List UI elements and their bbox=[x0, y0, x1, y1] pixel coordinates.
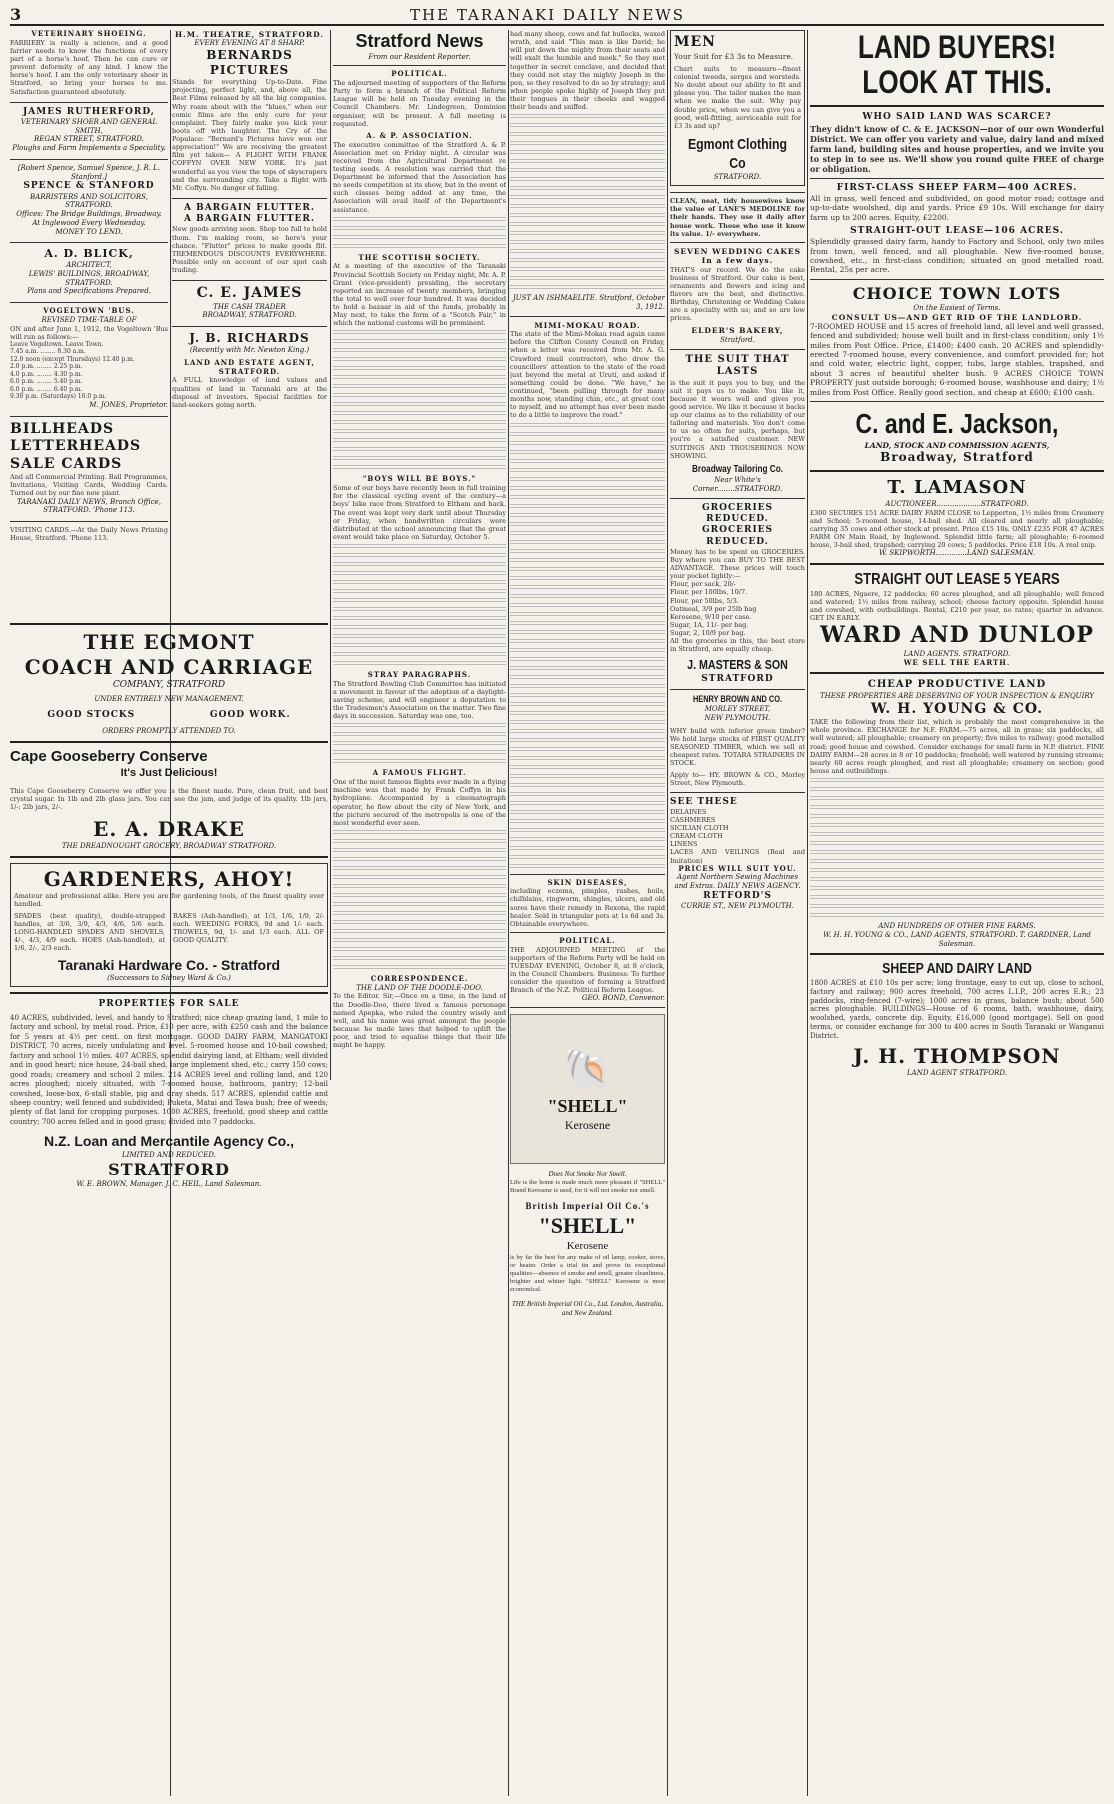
consult-heading: CONSULT US—AND GET RID OF THE LANDLORD. bbox=[831, 312, 1083, 322]
dairy-heading: SHEEP AND DAIRY LAND bbox=[882, 960, 1032, 978]
lanes-text: CLEAN, neat, tidy housewives know the value of LANE'S MEDOLINE for their hands. They use it daily after house work. Those who use it know its value. 1/- everywhere. bbox=[670, 197, 805, 238]
skipworth: W. SKIPWORTH..............LAND SALESMAN. bbox=[878, 549, 1036, 558]
shell-company: British Imperial Oil Co.'s bbox=[525, 1201, 650, 1212]
political2-text: THE ADJOURNED MEETING of the supporters of the Reform Party will be held on TUESDAY EVENING, October 8, at 8 o'clock, in the Council Chambers. Business: To further consider the question of forming a Stratford Branch of the N.Z. Political Reform League. bbox=[510, 945, 665, 995]
political-heading: POLITICAL. bbox=[391, 69, 448, 79]
political-text: The adjourned meeting of supporters of the Reform Party to form a branch of the Political Reform League will be held on Tuesday evening in the Council Chambers. Mr. Lindegreen, Dominion organiser, will be present. A full meeting is requested. bbox=[333, 79, 506, 128]
shell-text2: is by far the best for any make of oil lamp, cooker, stove, or heater. Order a trial tin and prove its exceptional qualities—absence of smoke and smell, greater cleanliness, brighter and whiter light. "SHELL" Kerosene is most economical. bbox=[510, 1253, 665, 1294]
choice-sub: On the Easiest of Terms. bbox=[913, 303, 1001, 312]
egmont-coach-ad bbox=[10, 618, 328, 1188]
print-footer: TARANAKI DAILY NEWS, Branch Office, STRATFORD. 'Phone 113. bbox=[16, 497, 162, 515]
columns bbox=[10, 30, 1104, 1796]
political2-heading: POLITICAL. bbox=[559, 935, 616, 945]
boys-heading: "BOYS WILL BE BOYS." bbox=[362, 474, 477, 484]
salecards: SALE CARDS bbox=[10, 455, 123, 472]
spence-line: MONEY TO LEND. bbox=[55, 227, 123, 236]
ward-name: WARD AND DUNLOP bbox=[820, 622, 1094, 649]
see-item: LINENS bbox=[670, 840, 698, 849]
blick-line: LEWIS' BUILDINGS, BROADWAY, STRATFORD. bbox=[28, 269, 150, 287]
thompson-sub: LAND AGENT STRATFORD. bbox=[907, 1069, 1007, 1078]
lamason-text: £300 SECURES 151 ACRE DAIRY FARM CLOSE to Lepperton, 1½ miles from Creamery and School; 5-roomed house, 14-bail shed. All cleared and nearly all ploughable; carrying 35 cows and other stock at present. Price £15 10s. ONLY £235 FOR 47 ACRES FARM ON Main Road, by Inglewood. Splendid little farm; all ploughable; 6-roomed house, 3-bail shed, trapshed; carrying 20 cows; 5 paddocks. Price £18 10s. A real snip. bbox=[810, 508, 1104, 549]
sheep-farm-heading: FIRST-CLASS SHEEP FARM—400 ACRES. bbox=[836, 182, 1078, 193]
james-line: BROADWAY, STRATFORD. bbox=[202, 311, 297, 320]
spence-line: At Inglewood Every Wednesday. bbox=[32, 218, 146, 227]
jackson-addr: Broadway, Stratford bbox=[880, 450, 1034, 465]
column-6 bbox=[810, 30, 1104, 1796]
gardeners-text: Amateur and professional alike. Here you are for gardening tools, of the finest quality ever handled. bbox=[14, 891, 324, 908]
lots-text: 7-ROOMED HOUSE and 15 acres of freehold land, all level and well grassed, fenced and subdivided; house well built and in first-class condition; only 1½ miles from Post Office. Price, £1400; £400 cash. 20 ACRES and splendidly-erected 7-roomed house, every convenience, and comfort provided for; hot and cold water, electric light, copper, tubs, large stables, trapshed, and about 3 acres of beautiful shelter bush. 9 ACRES CHOICE TOWN PROPERTY just outside borough; 6-roomed house, washhouse and dairy; 1½ miles from Post Office. Really good section, and cheap at £600; £100 cash. bbox=[810, 321, 1104, 397]
brown-name: HENRY BROWN AND CO. bbox=[692, 693, 783, 704]
egmont-clothing: Egmont Clothing Co bbox=[687, 135, 788, 172]
retford-name: RETFORD'S bbox=[703, 890, 772, 901]
broadway-addr: Near White's Corner........STRATFORD. bbox=[692, 476, 783, 493]
masters-city: STRATFORD bbox=[701, 673, 774, 684]
men-text: Your Suit for £3 3s to Measure. bbox=[674, 51, 794, 61]
theatre-sub: EVERY EVENING AT 8 SHARP. bbox=[194, 39, 305, 48]
young-text: TAKE the following from their list, which is probably the most comprehensive in the whole province. EXCHANGE for N.F. FARM.—75 acres, all in grass; six paddocks, all well watered; all ploughable; creamery on property; five miles to railway; good metalled road; good house and cowshed. Consider exchange for small farm in N.P. district. FINE DAIRY FARM—28 acres in 8 or 10 paddocks; freehold; well watered by running streams; nearly 60 acres rough ploughed, and rest all ploughable; creamery on section; good house and outbuildings. bbox=[810, 718, 1104, 775]
groceries-note: All the groceries in this, the best store in Stratford, are equally cheap. bbox=[670, 637, 805, 654]
thompson-name: J. H. THOMPSON bbox=[853, 1044, 1061, 1069]
story-text: had many sheep, cows and fat bullocks, waxed wrath, and said "This man is like David; he will put down the mighty from their seats and will exalt the humble and meek." So they met together in secret conclave, and decided that they could not stay the mighty Joseph in the pen, so they resolved to do so by strategy; and when people spoke highly of Joseph they put their tongues in their cheeks and wagged their heads and sniffed. bbox=[510, 30, 665, 112]
cape-tagline: It's Just Delicious! bbox=[120, 766, 218, 779]
newspaper-title: THE TARANAKI DAILY NEWS bbox=[410, 5, 686, 24]
orders-prompt: ORDERS PROMPTLY ATTENDED TO. bbox=[102, 727, 236, 736]
rutherford-line: REGAN STREET, STRATFORD. bbox=[34, 135, 144, 144]
bernards-text: Stands for everything Up-to-Date. Fine projecting, perfect light, and, above all, the Best Films released by all the big companies. Why roam about with the "blues," when our comic films are the only cure for your complaint. They fairly make you kick your boots off with laughter. The Cry of the Populace: "Bernard's Pictures have won our appreciation!" We are receiving the greatest film yet taken— A FLIGHT WITH FRANK COFFYN OVER NEW YORK. It's just wonderful as you view the tops of skyscrapers and the surrounding city. Take a flight with Mr. Coffyn. No danger of falling. bbox=[172, 78, 327, 192]
skin-text: including eczema, pimples, rashes, boils, chilblains, ringworm, shingles, ulcers, and old sores have their remedy in Rexona, the rapid healer. Sold in triangular pots at 1s 6d and 3s. Obtainable everywhere. bbox=[510, 887, 665, 928]
men-ad bbox=[670, 30, 805, 186]
shell-name: "SHELL" bbox=[547, 1096, 628, 1117]
grocery-item: Flour, per sack, 20/- bbox=[670, 580, 736, 589]
see-item: CASHMERES bbox=[670, 815, 716, 824]
flutter-heading: A BARGAIN FLUTTER. bbox=[183, 214, 316, 225]
theatre-heading: H.M. THEATRE, STRATFORD. bbox=[175, 30, 324, 39]
mimi-heading: MIMI-MOKAU ROAD. bbox=[534, 320, 641, 330]
column-1 bbox=[10, 30, 168, 615]
retford-addr: CURRIE ST., NEW PLYMOUTH. bbox=[681, 902, 794, 911]
hardware-sub: (Successors to Sidney Ward & Co.) bbox=[107, 974, 231, 982]
gardeners-heading: GARDENERS, AHOY! bbox=[43, 866, 295, 891]
vet-heading: VETERINARY SHOEING. bbox=[31, 30, 147, 38]
page-number: 3 bbox=[10, 5, 22, 24]
elder-city: Stratford. bbox=[720, 335, 755, 344]
tools-right: RAKES (Ash-handled), at 1/3, 1/6, 1/9, 2/- each. WEEDING FORKS, 9d and 1/- each. TROWELS, 9d, 1/- and 1/3 each. ALL OF GOOD QUALITY. bbox=[173, 911, 324, 945]
flutter-heading: A BARGAIN FLUTTER. bbox=[183, 202, 316, 213]
print-text: And all Commercial Printing. Ball Programmes, Invitations, Visiting Cards, Wedding Cards. Turned out by our fine new plant. bbox=[10, 473, 168, 498]
brown-line: MORLEY STREET, bbox=[704, 705, 771, 714]
brown-text: WHY build with inferior green timber? We hold large stocks of FIRST QUALITY SEASONED TIMBER, which we sell at cheapest rates. TOTARA STRAINERS IN STOCK. bbox=[670, 726, 805, 768]
column-5 bbox=[670, 30, 805, 1796]
young-footer: AND HUNDREDS OF OTHER FINE FARMS. bbox=[878, 922, 1036, 930]
bus-row: 7.45 a.m. ........ 8.30 a.m. bbox=[10, 348, 86, 356]
who-text: They didn't know of C. & E. JACKSON—nor of our own Wonderful District. We can offer you variety and value, dairy land and mixed farm land, building sites and house properties, and we invite you to step in to see us. We'll show you round quite FREE of charge or obligation. bbox=[810, 123, 1104, 174]
bus-row: 4.0 p.m. ........ 4.30 p.m. bbox=[10, 370, 83, 378]
suit-text: is the suit it pays you to buy, and the suit it pays us to make. You like it, because it wears well and gives you good service. We like it because it backs up our claims as to the reliability of our tailoring and materials. You don't come to us so often for suits, perhaps, but you're a satisfied customer. NEW SUITINGS AND TROUSERINGS NOW SHOWING. bbox=[670, 378, 805, 460]
drake-sub: THE DREADNOUGHT GROCERY, BROADWAY STRATFORD. bbox=[61, 841, 277, 850]
masthead bbox=[10, 6, 1104, 26]
cheap-heading: CHEAP PRODUCTIVE LAND bbox=[867, 679, 1047, 691]
ap-text: The executive committee of the Stratford A. & P. Association met on Friday night. A circular was received from the Agricultural Department re testing seeds. A resolution was carried that the Department be informed that the Association has no seeds competition at its show, but in the event of such classes being added at any time, the Association will avail itself of the Department's assistance. bbox=[333, 140, 506, 214]
shell-footer: THE British Imperial Oil Co., Ltd. London, Australia, and New Zealand. bbox=[511, 1300, 664, 1317]
suit-heading: THE SUIT THAT LASTS bbox=[685, 353, 790, 377]
flight-text: One of the most famous flights ever made in a flying machine was that made by Frank Coffyn in his hydroplane. Accompanied by a cinematograph operator, he flew about the city of New York, and the picture secured of the metropolis is one of the most wonderful ever seen. bbox=[333, 778, 506, 827]
see-item: LACES AND VEILINGS (Real and Imitation) bbox=[670, 848, 805, 865]
boys-text: Some of our boys have recently been in full training for the classical cycling event of the century—a boys' bike race from Stratford to Eltham and back. The event was kept very dark until about Thursday or Friday, when handwritten circulars were distributed at the school announcing that the great event would take place on Saturday, October 5. bbox=[333, 484, 506, 541]
grocery-item: Flour, per 100lbs, 10/7. bbox=[670, 588, 748, 597]
ap-heading: A. & P. ASSOCIATION. bbox=[366, 130, 473, 140]
see-item: PRICES WILL SUIT YOU. bbox=[678, 863, 797, 873]
rutherford-line: Ploughs and Farm Implements a Speciality. bbox=[12, 144, 166, 153]
bus-sub: REVISED TIME-TABLE OF bbox=[41, 315, 137, 324]
lamason-sub: AUCTIONEER....................STRATFORD. bbox=[885, 499, 1029, 508]
cakes-heading: SEVEN WEDDING CAKES In a few days. bbox=[673, 246, 802, 266]
groceries-text: Money has to be spent on GROCERIES. Buy where you can BUY TO THE BEST ADVANTAGE. These prices will touch your pocket lightly:— bbox=[670, 547, 805, 581]
corr-text: To the Editor. Sir,—Once on a time, in the land of the Doodle-Doo, there lived a famous personage named Apepka, who ruled the country wisely and well, and his name was great amongst the people because he made laws that helped to uplift the poor, and tried to equalise things that their life might be happy. bbox=[333, 992, 506, 1050]
column-3 bbox=[333, 30, 506, 1796]
apply-text: Apply to— HY. BROWN & CO., Morley Street, New Plymouth. bbox=[670, 771, 805, 788]
letterheads: LETTERHEADS bbox=[10, 438, 142, 455]
stratford-news-heading: Stratford News bbox=[355, 31, 484, 51]
see-item: DELAINES bbox=[670, 807, 707, 816]
egmont-coach-sub: COMPANY, STRATFORD bbox=[112, 680, 226, 690]
grocery-item: Flour, per 50lbs, 5/3. bbox=[670, 596, 739, 605]
cheap-sub: THESE PROPERTIES ARE DESERVING OF YOUR INSPECTION & ENQUIRY bbox=[819, 691, 1095, 700]
stray-heading: STRAY PARAGRAPHS. bbox=[367, 670, 472, 679]
lease-text: Splendidly grassed dairy farm, handy to Factory and School, only two miles from town, well fenced, and all ploughable. New five-roomed house, cowshed, etc., in first-class condition; situated on good metalled road. Rental, 25s per acre. bbox=[810, 237, 1104, 275]
shell-illustration bbox=[510, 1014, 665, 1164]
bus-heading: VOGELTOWN 'BUS. bbox=[43, 306, 135, 316]
grocery-item: Sugar, 1A, 11/- per bag. bbox=[670, 620, 749, 629]
look-heading: LOOK AT THIS. bbox=[862, 64, 1052, 101]
bus-row: 6.0 p.m. ........ 6.40 p.m. bbox=[10, 385, 83, 393]
dairy-text: 1800 ACRES at £10 10s per acre; long frontage, easy to cut up, close to school, factory and railway; 900 acres freehold, 700 acres L.I.P., 200 acres E.R.; 23 paddocks, ring-fenced (7-wire); 1000 acres in grass, balance bush; about 500 acres ploughable. BUILDINGS—House of 6 rooms, bath, washhouse, dairy, woolshed, yards, concrete dip. Equity, £16,000 (good mortgage). Sell on good terms, or consider exchange for 300 to 400 acres in South Taranaki or Wanganui District. bbox=[810, 979, 1104, 1040]
blick-name: A. D. BLICK, bbox=[44, 247, 134, 261]
spence-firm: SPENCE & STANFORD bbox=[23, 181, 155, 192]
column-4 bbox=[510, 30, 665, 1796]
land-agent: LAND AND ESTATE AGENT, STRATFORD. bbox=[184, 357, 315, 376]
bus-row: 6.0 p.m. ........ 5.40 p.m. bbox=[10, 378, 83, 386]
richards-name: J. B. RICHARDS bbox=[189, 331, 310, 346]
mimi-text: The state of the Mimi-Mokau road again came before the Clifton County Council on Friday, when a letter was received from Mr. A. G. Crawford (mail contractor), who drew the councillors' attention to the state of the road just beyond the metal at Urutí, and asked if something could be done. "We have," he continued, "been pulling through for many months now, standing chin, etc., at great cost to myself, and no attempt has ever been made to do a little to improve the road." bbox=[510, 330, 665, 420]
corr-heading: CORRESPONDENCE. bbox=[370, 973, 469, 983]
spence-names: [Robert Spence, Samuel Spence, J. R. L. Stanford.] bbox=[17, 163, 161, 181]
nz-loan-name: N.Z. Loan and Mercantile Agency Co., bbox=[44, 1133, 294, 1150]
ward-tag: WE SELL THE EARTH. bbox=[903, 657, 1011, 667]
james-line: THE CASH TRADER bbox=[213, 302, 286, 311]
column-2 bbox=[172, 30, 327, 615]
shell-tagline: Does Not Smoke Nor Smell. bbox=[548, 1170, 627, 1179]
spence-line: Offices: The Bridge Buildings, Broadway. bbox=[16, 210, 162, 219]
drake-name: E. A. DRAKE bbox=[93, 816, 245, 841]
flutter-text: New goods arriving soon. Shop too full to hold them. I'm making room, so here's your chance. "Flutter" prices to make goods flit. TREMENDOUS DISCOUNTS EVERYWHERE. Possible only on account of our spot cash trading. bbox=[172, 225, 327, 274]
cape-heading: Cape Gooseberry Conserve bbox=[10, 748, 208, 765]
groceries-heading: GROCERIES REDUCED. bbox=[701, 502, 774, 524]
lease5-text: 180 ACRES, Ngaere, 12 paddocks; 60 acres ploughed, and all ploughable; well fenced and watered; 1½ miles from railway, school; cheese factory opposite. Splendid house and cowshed, with outbuildings. Rental, £210 per year, no rates; quarter in advance. GET IN EARLY. bbox=[810, 589, 1104, 623]
from-reporter: From our Resident Reporter. bbox=[368, 52, 471, 61]
egmont-mgmt: UNDER ENTIRELY NEW MANAGEMENT. bbox=[94, 695, 244, 704]
land-text: A FULL knowledge of land values and qualities of land in Taranaki are at the disposal of investors. Special facilities for land-seekers going north. bbox=[172, 376, 327, 409]
jackson-name: C. and E. Jackson, bbox=[855, 407, 1059, 439]
nz-loan-sub: LIMITED AND REDUCED. bbox=[122, 1150, 216, 1159]
spence-line: BARRISTERS AND SOLICITORS, STRATFORD. bbox=[30, 192, 148, 210]
visiting-cards: VISITING CARDS.—At the Daily News Printing House, Stratford. 'Phone 113. bbox=[10, 526, 168, 543]
lamason-name: T. LAMASON bbox=[887, 477, 1027, 499]
shell-text: Life is the home is made much more pleasant if "SHELL" Brand Kerosene is used, for it will not smoke nor smell. bbox=[510, 1178, 665, 1194]
see-item: SICILIAN CLOTH bbox=[670, 824, 729, 832]
shell-name2: "SHELL" bbox=[538, 1213, 637, 1239]
shell-icon: 🐚 bbox=[562, 1047, 613, 1093]
nz-loan-sign: W. E. BROWN, Manager. J. C. HEIL, Land Salesman. bbox=[76, 1179, 262, 1188]
rutherford-name: JAMES RUTHERFORD, bbox=[23, 106, 155, 117]
good-work: GOOD WORK. bbox=[209, 710, 291, 720]
hardware-name: Taranaki Hardware Co. - Stratford bbox=[57, 956, 281, 973]
scottish-text: At a meeting of the executive of the Taranaki Provincial Scottish Society on Friday night, Mr. A. P. Grant (vice-president) presiding, the secretary reported an increase of twenty members, bringing the total to well over four hundred. It was decided to hold a bazaar in aid of the funds, probably in May next, to take the form of a "Scotch Fair," in which the national customs will be prominent. bbox=[333, 262, 506, 328]
egmont-city: STRATFORD. bbox=[713, 173, 762, 182]
flight-heading: A FAMOUS FLIGHT. bbox=[372, 768, 467, 778]
lease5-heading: STRAIGHT OUT LEASE 5 YEARS bbox=[854, 570, 1060, 588]
corr-title: THE LAND OF THE DOODLE-DOO. bbox=[356, 983, 483, 992]
nz-loan-city: STRATFORD bbox=[108, 1159, 230, 1179]
billheads: BILLHEADS bbox=[10, 420, 115, 437]
land-buyers-heading: LAND BUYERS! bbox=[857, 30, 1057, 65]
see-item: CREAM CLOTH bbox=[670, 832, 723, 841]
shell-kerosene: Kerosene bbox=[564, 1117, 611, 1132]
young-sign: W. H. H. YOUNG & CO., LAND AGENTS, STRATFORD. T. GARDINER, Land Salesman. bbox=[823, 930, 1091, 948]
masters-name: J. MASTERS & SON bbox=[687, 657, 788, 673]
young-name: W. H. YOUNG & CO. bbox=[870, 700, 1044, 717]
bus-row: 2.0 p.m. ........ 2.25 p.m. bbox=[10, 363, 83, 371]
gardeners-ad bbox=[10, 863, 328, 987]
men-heading: MEN bbox=[674, 34, 716, 50]
bus-text: ON and after June 1, 1912, the Vogeltown 'Bus will run as follows:— bbox=[10, 324, 168, 341]
cakes-text: THAT'S our record. We do the cake business of Stratford. Our cake is best, ornaments and flowers and icing and flavors are the best, and distinctive. Birthday, Christening or Wedding Cakes are a specialty with us; and so are low prices. bbox=[670, 265, 805, 323]
bus-cols: Leave Vogeltown. Leave Town. bbox=[10, 340, 104, 348]
grocery-item: Kerosene, 9/10 per case. bbox=[670, 612, 752, 621]
elder-name: ELDER'S BAKERY, bbox=[691, 326, 784, 336]
james-name: C. E. JAMES bbox=[196, 285, 303, 302]
tools-left: SPADES (best quality), double-strapped handles, at 3/6, 3/9, 4/3, 4/6, 5/6 each. LONG-HANDLED SPADES AND SHOVELS, 4/-, 4/3, 4/9 each. HOES (Ash-handled), at 1/6, 2/-, 2/3 each. bbox=[14, 911, 165, 953]
grocery-item: Sugar, 2, 10/9 per bag. bbox=[670, 629, 746, 637]
blick-line: ARCHITECT, bbox=[66, 261, 112, 270]
political2-sign: GEO. BOND, Convenor. bbox=[581, 994, 665, 1003]
retford-agent: Agent Northern Sewing Machines and Extras. DAILY NEWS AGENCY. bbox=[674, 873, 801, 891]
egmont-coach-title: COACH AND CARRIAGE bbox=[24, 655, 314, 679]
shell-kerosene2: Kerosene bbox=[566, 1239, 609, 1252]
lease-heading: STRAIGHT-OUT LEASE—106 ACRES. bbox=[850, 226, 1064, 236]
groceries-heading: GROCERIES REDUCED. bbox=[701, 525, 774, 547]
egmont-coach-title: THE EGMONT bbox=[83, 630, 255, 654]
grocery-item: Oatmeal, 3/9 per 25lb bag bbox=[670, 604, 757, 613]
shell-ad bbox=[510, 1014, 665, 1318]
good-stocks: GOOD STOCKS bbox=[47, 710, 136, 720]
bus-proprietor: M. JONES, Proprietor. bbox=[89, 400, 168, 409]
sheep-farm-text: All in grass, well fenced and subdivided, on good motor road; cottage and up-to-date woolshed, dip and yards. Price £9 10s. Will exchange for dairy farm up to 200 acres. Equity, £2200. bbox=[810, 193, 1104, 222]
bus-row: 12.0 noon (except Thursdays) 12.40 p.m. bbox=[10, 355, 135, 363]
blick-line: Plans and Specifications Prepared. bbox=[27, 287, 151, 296]
rutherford-line: VETERINARY SHOER AND GENERAL SMITH, bbox=[20, 117, 158, 135]
props-heading: PROPERTIES FOR SALE bbox=[98, 998, 240, 1009]
men-sub: Chart suits to measure—finest colonial tweeds, serges and worsteds. No doubt about our ability to fit and please you. The tailor makes the man when we make the suit. Why pay double price, when we can give you a good, well-fitting, serviceable suit for £3 3s and up? bbox=[674, 64, 801, 130]
who-heading: WHO SAID LAND WAS SCARCE? bbox=[862, 112, 1052, 123]
choice-heading: CHOICE TOWN LOTS bbox=[852, 283, 1062, 303]
cape-text: This Cape Gooseberry Conserve we offer you is the finest made. Pure, clean fruit, and best crystal sugar. In 1lb and 2lb glass jars. You can see the jam, and judge of its quality. 1lb jars, 1/-; 2lb jars, 2/-. bbox=[10, 786, 328, 811]
see-heading: SEE THESE bbox=[670, 796, 738, 807]
jackson-sub: LAND, STOCK AND COMMISSION AGENTS, bbox=[864, 440, 1050, 450]
richards-sub: (Recently with Mr. Newton King.) bbox=[189, 346, 310, 355]
bus-row: 9.30 p.m. (Saturdays) 10.0 p.m. bbox=[10, 393, 107, 401]
props-text: 40 ACRES, subdivided, level, and handy to Stratford; nice cheap grazing land, 1 mile to factory and school, by metal road. Price, £10 per acre, with £250 cash and the balance for 5 years at 4½ per cent. on first mortgage. GOOD DAIRY FARM, MANGATOKI DISTRICT, 70 acres, nicely undulating and level. 5-roomed house and 10-bail cowshed; factory and school 1½ miles. 407 ACRES, splendid dairying land, at Eltham; well divided and in good heart; nice house, 24-bail shed, large implement shed, etc.; carry 150 cows; good roads; creamery and school 2 miles. 214 ACRES level and rolling land, and 120 acres ploughed; nicely situated, with 7-roomed house, bathroom, pantry; 12-bail cowshed, loose-box, 6-stall stable, pig and dray sheds. 517 ACRES, splendid cattle and sheep country; well fenced and subdivided; Puketa, Matai and Tawa bush; free of weeds; plenty of flat land for cropping purposes. 1000 ACRES, freehold, good sheep and cattle country; 700 acres felled and in good grass; divided into 7 paddocks. bbox=[10, 1014, 328, 1126]
skin-heading: SKIN DISEASES, bbox=[547, 877, 628, 887]
ishmaelite: JUST AN ISHMAELITE. Stratford, October 3, 1912. bbox=[512, 294, 665, 311]
bernards-title: BERNARDS PICTURES bbox=[206, 48, 293, 78]
broadway-tailoring: Broadway Tailoring Co. bbox=[692, 463, 783, 475]
ward-sub: LAND AGENTS. STRATFORD. bbox=[903, 649, 1011, 658]
brown-line: NEW PLYMOUTH. bbox=[704, 713, 771, 722]
stray-text: The Stratford Bowling Club Committee has initiated a movement in favour of the adoption of a daylight-saving scheme, and will engineer a deputation to the Tradesmen's Association on the matter. Two fine days in succession. Saturday was one, too. bbox=[333, 679, 506, 721]
scottish-heading: THE SCOTTISH SOCIETY. bbox=[358, 252, 481, 262]
vet-text: FARRIERY is really a science, and a good farrier needs to know the functions of every part of a horse's hoof. Then he can cure or prevent deformity of any kind. I know the horse's hoof. I am the only veterinary shoer in Stratford, so bring your horses to me. Satisfaction guaranteed absolutely. bbox=[10, 38, 168, 96]
